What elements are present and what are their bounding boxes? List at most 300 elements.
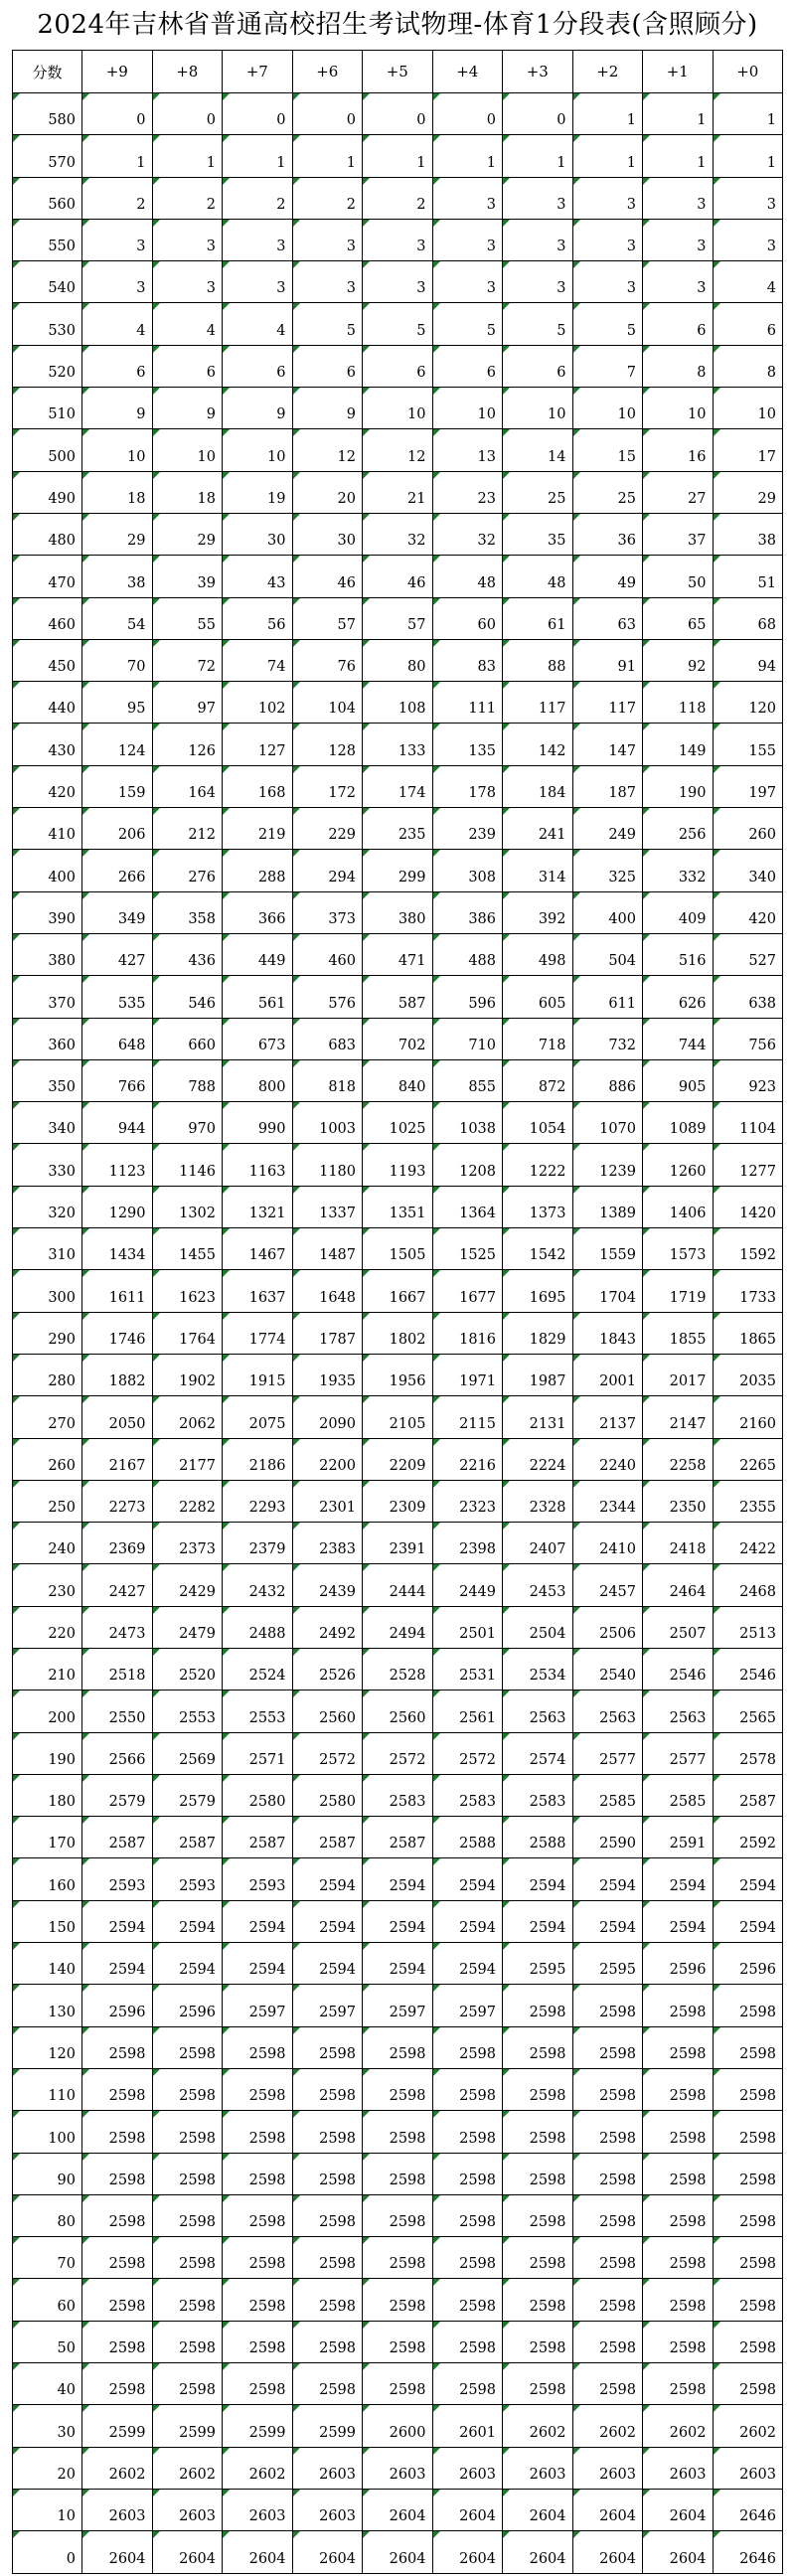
- count-cell: 12: [363, 429, 433, 471]
- count-cell: 1260: [643, 1144, 714, 1186]
- count-cell: 1222: [503, 1144, 573, 1186]
- score-cell: 170: [13, 1817, 82, 1858]
- table-row: [13, 1312, 783, 1354]
- count-cell: 65: [643, 597, 714, 639]
- count-cell: 4: [82, 303, 153, 345]
- count-cell: 6: [432, 345, 503, 387]
- count-cell: 2418: [643, 1523, 714, 1564]
- count-cell: 2603: [643, 2447, 714, 2489]
- count-cell: 2504: [503, 1606, 573, 1648]
- count-cell: 308: [432, 850, 503, 891]
- count-cell: 2572: [363, 1732, 433, 1774]
- count-cell: 2587: [152, 1817, 223, 1858]
- count-cell: 2598: [82, 2068, 153, 2110]
- count-cell: 3: [223, 219, 293, 260]
- count-cell: 2598: [572, 2153, 643, 2194]
- count-cell: 29: [713, 471, 783, 513]
- score-cell: 540: [13, 261, 82, 303]
- score-cell: 570: [13, 135, 82, 177]
- count-cell: 2598: [572, 2111, 643, 2153]
- count-cell: 535: [82, 976, 153, 1018]
- count-cell: 2598: [432, 2279, 503, 2321]
- table-row: [13, 2279, 783, 2321]
- count-cell: 2563: [572, 1690, 643, 1732]
- count-cell: 2595: [503, 1943, 573, 1985]
- table-row: [13, 471, 783, 513]
- score-cell: 320: [13, 1186, 82, 1227]
- score-cell: 500: [13, 429, 82, 471]
- count-cell: 94: [713, 639, 783, 681]
- count-cell: 990: [223, 1102, 293, 1144]
- count-cell: 596: [432, 976, 503, 1018]
- count-cell: 266: [82, 850, 153, 891]
- score-cell: 340: [13, 1102, 82, 1144]
- count-cell: 2373: [152, 1523, 223, 1564]
- count-cell: 2598: [572, 2321, 643, 2362]
- count-cell: 108: [363, 682, 433, 724]
- count-cell: 1: [713, 93, 783, 135]
- count-cell: 2587: [363, 1817, 433, 1858]
- score-cell: 350: [13, 1059, 82, 1101]
- count-cell: 2587: [292, 1817, 363, 1858]
- count-cell: 1420: [713, 1186, 783, 1227]
- count-cell: 2598: [363, 2153, 433, 2194]
- count-cell: 504: [572, 933, 643, 975]
- count-cell: 3: [152, 261, 223, 303]
- count-cell: 1146: [152, 1144, 223, 1186]
- count-cell: 1915: [223, 1354, 293, 1395]
- count-cell: 2598: [503, 1985, 573, 2026]
- count-cell: 51: [713, 556, 783, 597]
- score-cell: 130: [13, 1985, 82, 2026]
- score-cell: 70: [13, 2237, 82, 2279]
- count-cell: 72: [152, 639, 223, 681]
- count-cell: 55: [152, 597, 223, 639]
- count-cell: 48: [503, 556, 573, 597]
- count-cell: 206: [82, 808, 153, 850]
- count-cell: 168: [223, 765, 293, 807]
- count-cell: 32: [432, 513, 503, 555]
- count-cell: 288: [223, 850, 293, 891]
- count-cell: 1956: [363, 1354, 433, 1395]
- count-cell: 2563: [503, 1690, 573, 1732]
- count-cell: 2598: [572, 2068, 643, 2110]
- score-cell: 110: [13, 2068, 82, 2110]
- count-cell: 626: [643, 976, 714, 1018]
- count-cell: 2594: [292, 1943, 363, 1985]
- count-cell: 60: [432, 597, 503, 639]
- count-cell: 117: [503, 682, 573, 724]
- count-cell: 127: [223, 724, 293, 765]
- count-cell: 1123: [82, 1144, 153, 1186]
- count-cell: 35: [503, 513, 573, 555]
- count-cell: 159: [82, 765, 153, 807]
- count-cell: 2594: [432, 1858, 503, 1900]
- count-cell: 2598: [223, 2068, 293, 2110]
- count-cell: 1971: [432, 1354, 503, 1395]
- count-cell: 872: [503, 1059, 573, 1101]
- score-cell: 280: [13, 1354, 82, 1395]
- count-cell: 3: [432, 177, 503, 219]
- count-cell: 2604: [643, 2489, 714, 2530]
- score-cell: 380: [13, 933, 82, 975]
- count-cell: 10: [432, 388, 503, 429]
- column-header-plus7: +7: [223, 51, 293, 93]
- count-cell: 2598: [363, 2321, 433, 2362]
- count-cell: 32: [363, 513, 433, 555]
- count-cell: 2591: [643, 1817, 714, 1858]
- count-cell: 2601: [432, 2405, 503, 2447]
- count-cell: 1935: [292, 1354, 363, 1395]
- count-cell: 70: [82, 639, 153, 681]
- count-cell: 2592: [713, 1817, 783, 1858]
- count-cell: 2603: [572, 2447, 643, 2489]
- count-cell: 1239: [572, 1144, 643, 1186]
- count-cell: 104: [292, 682, 363, 724]
- count-cell: 766: [82, 1059, 153, 1101]
- count-cell: 2598: [363, 2111, 433, 2153]
- count-cell: 3: [363, 261, 433, 303]
- count-cell: 3: [503, 261, 573, 303]
- table-row: [13, 2194, 783, 2236]
- score-cell: 430: [13, 724, 82, 765]
- count-cell: 2598: [292, 2153, 363, 2194]
- count-cell: 7: [572, 345, 643, 387]
- count-cell: 2602: [152, 2447, 223, 2489]
- count-cell: 2604: [432, 2531, 503, 2573]
- count-cell: 2594: [363, 1858, 433, 1900]
- count-cell: 2: [82, 177, 153, 219]
- count-cell: 5: [572, 303, 643, 345]
- count-cell: 2524: [223, 1648, 293, 1690]
- table-row: [13, 1186, 783, 1227]
- table-row: [13, 1564, 783, 1606]
- count-cell: 2265: [713, 1438, 783, 1480]
- count-cell: 2598: [152, 2026, 223, 2068]
- score-distribution-table: [12, 50, 783, 2574]
- column-header-plus4: +4: [432, 51, 503, 93]
- count-cell: 3: [223, 261, 293, 303]
- count-cell: 1505: [363, 1228, 433, 1270]
- count-cell: 2598: [713, 1985, 783, 2026]
- count-cell: 2598: [363, 2363, 433, 2405]
- count-cell: 15: [572, 429, 643, 471]
- count-cell: 10: [643, 388, 714, 429]
- score-cell: 20: [13, 2447, 82, 2489]
- count-cell: 12: [292, 429, 363, 471]
- count-cell: 2598: [223, 2321, 293, 2362]
- count-cell: 1: [572, 135, 643, 177]
- count-cell: 57: [292, 597, 363, 639]
- count-cell: 3: [503, 177, 573, 219]
- count-cell: 2598: [152, 2279, 223, 2321]
- count-cell: 0: [82, 93, 153, 135]
- count-cell: 2598: [292, 2279, 363, 2321]
- count-cell: 229: [292, 808, 363, 850]
- table-row: [13, 219, 783, 260]
- count-cell: 683: [292, 1018, 363, 1059]
- count-cell: 2580: [292, 1774, 363, 1816]
- table-row: [13, 1858, 783, 1900]
- count-cell: 2597: [363, 1985, 433, 2026]
- count-cell: 126: [152, 724, 223, 765]
- count-cell: 1364: [432, 1186, 503, 1227]
- count-cell: 2602: [572, 2405, 643, 2447]
- count-cell: 0: [292, 93, 363, 135]
- count-cell: 2598: [82, 2111, 153, 2153]
- count-cell: 427: [82, 933, 153, 975]
- score-cell: 0: [13, 2531, 82, 2573]
- count-cell: 2587: [223, 1817, 293, 1858]
- count-cell: 471: [363, 933, 433, 975]
- table-row: [13, 724, 783, 765]
- table-row: [13, 1270, 783, 1312]
- count-cell: 2598: [713, 2026, 783, 2068]
- count-cell: 1637: [223, 1270, 293, 1312]
- score-cell: 260: [13, 1438, 82, 1480]
- count-cell: 2598: [503, 2194, 573, 2236]
- table-row: [13, 2321, 783, 2362]
- count-cell: 2602: [223, 2447, 293, 2489]
- count-cell: 2604: [223, 2531, 293, 2573]
- count-cell: 2550: [82, 1690, 153, 1732]
- count-cell: 80: [363, 639, 433, 681]
- count-cell: 2598: [363, 2237, 433, 2279]
- count-cell: 48: [432, 556, 503, 597]
- count-cell: 2598: [152, 2111, 223, 2153]
- count-cell: 2598: [152, 2363, 223, 2405]
- count-cell: 46: [292, 556, 363, 597]
- count-cell: 2598: [503, 2363, 573, 2405]
- count-cell: 2: [223, 177, 293, 219]
- count-cell: 2594: [572, 1858, 643, 1900]
- count-cell: 2598: [503, 2237, 573, 2279]
- count-cell: 184: [503, 765, 573, 807]
- count-cell: 2457: [572, 1564, 643, 1606]
- count-cell: 2520: [152, 1648, 223, 1690]
- count-cell: 420: [713, 891, 783, 933]
- count-cell: 18: [82, 471, 153, 513]
- count-cell: 386: [432, 891, 503, 933]
- count-cell: 2: [292, 177, 363, 219]
- count-cell: 2594: [432, 1900, 503, 1942]
- count-cell: 2604: [432, 2489, 503, 2530]
- count-cell: 2355: [713, 1480, 783, 1522]
- score-cell: 450: [13, 639, 82, 681]
- table-row: [13, 1144, 783, 1186]
- count-cell: 2344: [572, 1480, 643, 1522]
- count-cell: 2597: [292, 1985, 363, 2026]
- table-body: [13, 93, 783, 2574]
- count-cell: 5: [503, 303, 573, 345]
- count-cell: 29: [82, 513, 153, 555]
- table-row: [13, 850, 783, 891]
- count-cell: 800: [223, 1059, 293, 1101]
- score-cell: 30: [13, 2405, 82, 2447]
- count-cell: 2560: [363, 1690, 433, 1732]
- count-cell: 2598: [643, 2194, 714, 2236]
- count-cell: 392: [503, 891, 573, 933]
- count-cell: 2546: [643, 1648, 714, 1690]
- count-cell: 2598: [152, 2321, 223, 2362]
- count-cell: 6: [82, 345, 153, 387]
- count-cell: 2422: [713, 1523, 783, 1564]
- count-cell: 2596: [82, 1985, 153, 2026]
- count-cell: 102: [223, 682, 293, 724]
- count-cell: 120: [713, 682, 783, 724]
- count-cell: 718: [503, 1018, 573, 1059]
- count-cell: 2603: [82, 2489, 153, 2530]
- count-cell: 2598: [292, 2111, 363, 2153]
- count-cell: 970: [152, 1102, 223, 1144]
- table-row: [13, 303, 783, 345]
- count-cell: 587: [363, 976, 433, 1018]
- count-cell: 2301: [292, 1480, 363, 1522]
- table-row: [13, 2447, 783, 2489]
- count-cell: 1902: [152, 1354, 223, 1395]
- count-cell: 61: [503, 597, 573, 639]
- count-cell: 2598: [292, 2237, 363, 2279]
- count-cell: 2035: [713, 1354, 783, 1395]
- count-cell: 95: [82, 682, 153, 724]
- count-cell: 2598: [292, 2321, 363, 2362]
- count-cell: 2603: [292, 2447, 363, 2489]
- count-cell: 1559: [572, 1228, 643, 1270]
- table-row: [13, 1732, 783, 1774]
- count-cell: 436: [152, 933, 223, 975]
- count-cell: 2598: [292, 2194, 363, 2236]
- count-cell: 10: [82, 429, 153, 471]
- score-cell: 100: [13, 2111, 82, 2153]
- table-row: [13, 429, 783, 471]
- count-cell: 1987: [503, 1354, 573, 1395]
- count-cell: 2604: [643, 2531, 714, 2573]
- count-cell: 21: [363, 471, 433, 513]
- score-cell: 240: [13, 1523, 82, 1564]
- count-cell: 2594: [292, 1858, 363, 1900]
- count-cell: 17: [713, 429, 783, 471]
- count-cell: 2594: [572, 1900, 643, 1942]
- count-cell: 840: [363, 1059, 433, 1101]
- count-cell: 2594: [643, 1900, 714, 1942]
- count-cell: 142: [503, 724, 573, 765]
- count-cell: 3: [82, 261, 153, 303]
- count-cell: 63: [572, 597, 643, 639]
- count-cell: 3: [503, 219, 573, 260]
- count-cell: 2603: [713, 2447, 783, 2489]
- count-cell: 2598: [713, 2153, 783, 2194]
- count-cell: 2594: [152, 1943, 223, 1985]
- count-cell: 2115: [432, 1396, 503, 1438]
- table-row: [13, 513, 783, 555]
- score-cell: 530: [13, 303, 82, 345]
- count-cell: 2513: [713, 1606, 783, 1648]
- count-cell: 190: [643, 765, 714, 807]
- count-cell: 2488: [223, 1606, 293, 1648]
- count-cell: 6: [152, 345, 223, 387]
- table-row: [13, 1606, 783, 1648]
- count-cell: 68: [713, 597, 783, 639]
- count-cell: 2602: [643, 2405, 714, 2447]
- count-cell: 2391: [363, 1523, 433, 1564]
- count-cell: 2598: [82, 2026, 153, 2068]
- table-row: [13, 177, 783, 219]
- count-cell: 2432: [223, 1564, 293, 1606]
- count-cell: 2468: [713, 1564, 783, 1606]
- count-cell: 1193: [363, 1144, 433, 1186]
- count-cell: 325: [572, 850, 643, 891]
- count-cell: 855: [432, 1059, 503, 1101]
- table-row: [13, 597, 783, 639]
- count-cell: 460: [292, 933, 363, 975]
- count-cell: 2577: [572, 1732, 643, 1774]
- count-cell: 2598: [223, 2279, 293, 2321]
- count-cell: 2594: [292, 1900, 363, 1942]
- count-cell: 2585: [572, 1774, 643, 1816]
- count-cell: 1038: [432, 1102, 503, 1144]
- count-cell: 2646: [713, 2531, 783, 2573]
- count-cell: 2603: [152, 2489, 223, 2530]
- count-cell: 498: [503, 933, 573, 975]
- count-cell: 2572: [292, 1732, 363, 1774]
- count-cell: 2501: [432, 1606, 503, 1648]
- count-cell: 1667: [363, 1270, 433, 1312]
- count-cell: 25: [572, 471, 643, 513]
- count-cell: 174: [363, 765, 433, 807]
- count-cell: 299: [363, 850, 433, 891]
- count-cell: 2137: [572, 1396, 643, 1438]
- count-cell: 2597: [223, 1985, 293, 2026]
- count-cell: 88: [503, 639, 573, 681]
- score-cell: 270: [13, 1396, 82, 1438]
- table-row: [13, 1985, 783, 2026]
- count-cell: 2579: [82, 1774, 153, 1816]
- count-cell: 2209: [363, 1438, 433, 1480]
- count-cell: 1434: [82, 1228, 153, 1270]
- count-cell: 2598: [643, 2363, 714, 2405]
- score-cell: 60: [13, 2279, 82, 2321]
- count-cell: 2598: [223, 2111, 293, 2153]
- count-cell: 1277: [713, 1144, 783, 1186]
- count-cell: 1467: [223, 1228, 293, 1270]
- count-cell: 923: [713, 1059, 783, 1101]
- count-cell: 2507: [643, 1606, 714, 1648]
- count-cell: 605: [503, 976, 573, 1018]
- count-cell: 2598: [432, 2194, 503, 2236]
- count-cell: 25: [503, 471, 573, 513]
- table-row: [13, 765, 783, 807]
- count-cell: 14: [503, 429, 573, 471]
- count-cell: 2598: [223, 2153, 293, 2194]
- count-cell: 2273: [82, 1480, 153, 1522]
- count-cell: 1677: [432, 1270, 503, 1312]
- column-header-plus6: +6: [292, 51, 363, 93]
- table-row: [13, 1102, 783, 1144]
- count-cell: 2598: [223, 2237, 293, 2279]
- count-cell: 2090: [292, 1396, 363, 1438]
- count-cell: 2598: [223, 2194, 293, 2236]
- count-cell: 2585: [643, 1774, 714, 1816]
- count-cell: 1487: [292, 1228, 363, 1270]
- count-cell: 2598: [82, 2363, 153, 2405]
- count-cell: 6: [363, 345, 433, 387]
- count-cell: 2407: [503, 1523, 573, 1564]
- count-cell: 2572: [432, 1732, 503, 1774]
- count-cell: 10: [223, 429, 293, 471]
- count-cell: 1816: [432, 1312, 503, 1354]
- count-cell: 488: [432, 933, 503, 975]
- count-cell: 710: [432, 1018, 503, 1059]
